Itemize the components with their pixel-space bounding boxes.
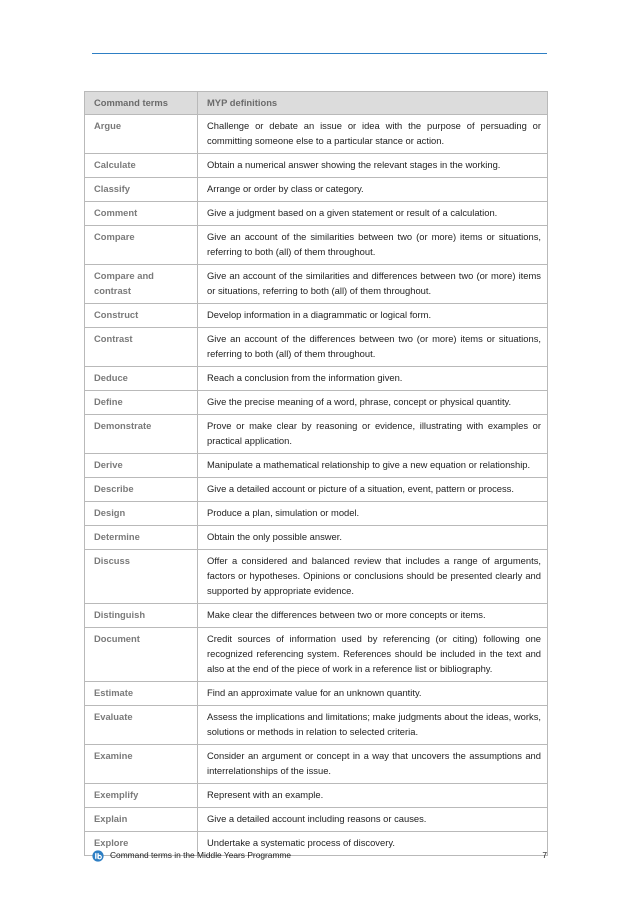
- table-row: [85, 391, 548, 415]
- term-cell: Comment: [85, 202, 198, 226]
- definition-cell: Assess the implications and limitations; make judgments about the ideas, works, solutions or methods in relation to selected criteria.: [198, 706, 548, 745]
- definition-cell: Develop information in a diagrammatic or logical form.: [198, 304, 548, 328]
- table-row: [85, 706, 548, 745]
- top-rule: [92, 53, 547, 54]
- page-footer: [92, 849, 547, 865]
- definition-cell: Arrange or order by class or category.: [198, 178, 548, 202]
- table-row: [85, 304, 548, 328]
- table-row: [85, 808, 548, 832]
- term-cell: Describe: [85, 478, 198, 502]
- definition-cell: Give a detailed account or picture of a situation, event, pattern or process.: [198, 478, 548, 502]
- table-row: [85, 604, 548, 628]
- term-cell: Exemplify: [85, 784, 198, 808]
- term-cell: Argue: [85, 115, 198, 154]
- table-row: [85, 784, 548, 808]
- definition-cell: Reach a conclusion from the information given.: [198, 367, 548, 391]
- definition-cell: Make clear the differences between two or more concepts or items.: [198, 604, 548, 628]
- term-cell: Classify: [85, 178, 198, 202]
- term-cell: Compare: [85, 226, 198, 265]
- page-number: 7: [542, 850, 547, 860]
- table-row: [85, 265, 548, 304]
- definition-cell: Credit sources of information used by referencing (or citing) following one recognized referencing system. References should be included in the text and also at the end of the piece of work in a reference list or bibliography.: [198, 628, 548, 682]
- term-cell: Calculate: [85, 154, 198, 178]
- term-cell: Evaluate: [85, 706, 198, 745]
- table-row: [85, 502, 548, 526]
- definition-cell: Undertake a systematic process of discovery.: [198, 832, 548, 856]
- table-row: [85, 115, 548, 154]
- term-cell: Explore: [85, 832, 198, 856]
- table-row: [85, 454, 548, 478]
- table-row: [85, 526, 548, 550]
- term-cell: Discuss: [85, 550, 198, 604]
- definition-cell: Represent with an example.: [198, 784, 548, 808]
- table-row: [85, 226, 548, 265]
- table-row: [85, 745, 548, 784]
- definition-cell: Prove or make clear by reasoning or evidence, illustrating with examples or practical application.: [198, 415, 548, 454]
- term-cell: Explain: [85, 808, 198, 832]
- command-terms-table: [84, 91, 548, 856]
- table-row: [85, 178, 548, 202]
- definition-cell: Give an account of the similarities and differences between two (or more) items or situations, referring to both (all) of them throughout.: [198, 265, 548, 304]
- header-command-terms: Command terms: [85, 92, 198, 115]
- term-cell: Distinguish: [85, 604, 198, 628]
- term-cell: Estimate: [85, 682, 198, 706]
- footer-title: Command terms in the Middle Years Programme: [110, 850, 292, 860]
- definition-cell: Give a judgment based on a given statement or result of a calculation.: [198, 202, 548, 226]
- definition-cell: Give the precise meaning of a word, phrase, concept or physical quantity.: [198, 391, 548, 415]
- definition-cell: Challenge or debate an issue or idea with the purpose of persuading or committing someone else to a particular stance or action.: [198, 115, 548, 154]
- table-row: [85, 367, 548, 391]
- table-row: [85, 202, 548, 226]
- term-cell: Construct: [85, 304, 198, 328]
- definition-cell: Give a detailed account including reasons or causes.: [198, 808, 548, 832]
- definition-cell: Give an account of the differences between two (or more) items or situations, referring to both (all) of them throughout.: [198, 328, 548, 367]
- ib-logo-icon: [92, 850, 104, 862]
- definition-cell: Manipulate a mathematical relationship to give a new equation or relationship.: [198, 454, 548, 478]
- definition-cell: Offer a considered and balanced review that includes a range of arguments, factors or hypotheses. Opinions or conclusions should be presented clearly and supported by appropriate evidence.: [198, 550, 548, 604]
- term-cell: Define: [85, 391, 198, 415]
- table-row: [85, 154, 548, 178]
- term-cell: Design: [85, 502, 198, 526]
- definition-cell: Find an approximate value for an unknown quantity.: [198, 682, 548, 706]
- table-header-row: [85, 92, 548, 115]
- table-row: [85, 478, 548, 502]
- term-cell: Document: [85, 628, 198, 682]
- table-row: [85, 415, 548, 454]
- definition-cell: Produce a plan, simulation or model.: [198, 502, 548, 526]
- term-cell: Deduce: [85, 367, 198, 391]
- term-cell: Determine: [85, 526, 198, 550]
- table-row: [85, 328, 548, 367]
- table-row: [85, 682, 548, 706]
- definition-cell: Obtain the only possible answer.: [198, 526, 548, 550]
- table-row: [85, 550, 548, 604]
- definition-cell: Obtain a numerical answer showing the relevant stages in the working.: [198, 154, 548, 178]
- table-row: [85, 628, 548, 682]
- term-cell: Contrast: [85, 328, 198, 367]
- term-cell: Derive: [85, 454, 198, 478]
- term-cell: Demonstrate: [85, 415, 198, 454]
- header-myp-definitions: MYP definitions: [198, 92, 548, 115]
- definition-cell: Consider an argument or concept in a way that uncovers the assumptions and interrelationships of the issue.: [198, 745, 548, 784]
- term-cell: Compare and contrast: [85, 265, 198, 304]
- term-cell: Examine: [85, 745, 198, 784]
- definition-cell: Give an account of the similarities between two (or more) items or situations, referring to both (all) of them throughout.: [198, 226, 548, 265]
